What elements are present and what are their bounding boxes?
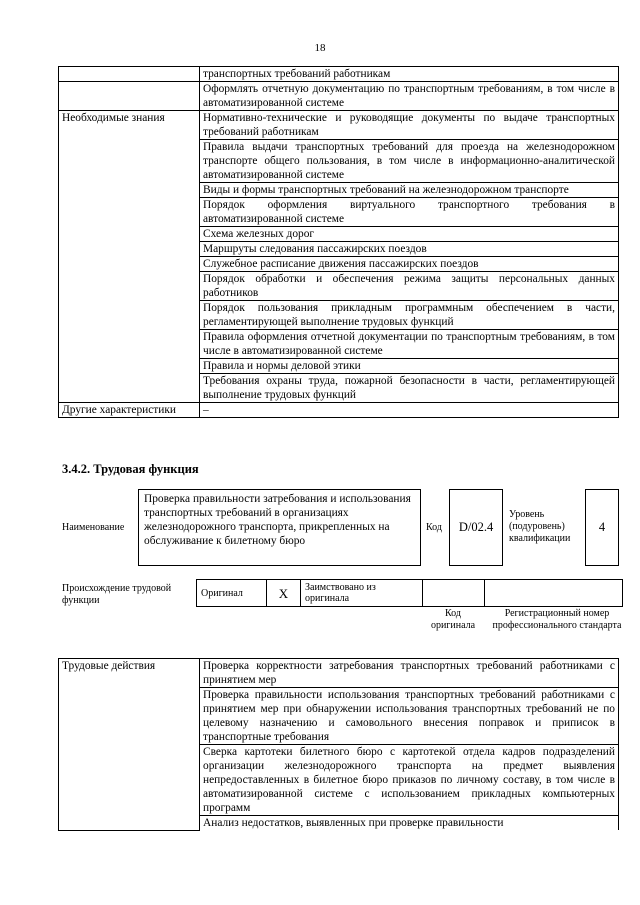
row-label: [59, 67, 200, 82]
actions-table: [58, 658, 619, 831]
table-cell: Порядок оформления виртуального транспортного требования в автоматизированной системе: [200, 198, 619, 227]
origin-code-cell: [423, 580, 485, 607]
table-cell: –: [200, 403, 619, 418]
level-value-box: 4: [585, 489, 619, 566]
table-cell: Виды и формы транспортных требований на железнодорожном транспорте: [200, 183, 619, 198]
code-label: Код: [426, 522, 442, 533]
function-name-box: Проверка правильности затребования и использования транспортных требований в организациях железнодорожного транспорта, прикрепленных на обслуживание к билетному бюро: [138, 489, 421, 566]
table-cell: Оформлять отчетную документацию по транспортным требованиям, в том числе в автоматизированной системе: [200, 82, 619, 111]
row-label-knowledge: Необходимые знания: [59, 111, 200, 403]
page-number: 18: [314, 42, 326, 54]
table-row: [59, 659, 619, 688]
table-row: [59, 403, 619, 418]
row-label-actions: Трудовые действия: [59, 659, 200, 831]
table-row: [59, 67, 619, 82]
level-label: Уровень (подуровень) квалификации: [509, 509, 571, 544]
table-cell: Порядок обработки и обеспечения режима защиты персональных данных работников: [200, 272, 619, 301]
table-cell: Проверка корректности затребования транспортных требований работниками с принятием мер: [200, 659, 619, 688]
table-cell: Маршруты следования пассажирских поездов: [200, 242, 619, 257]
table-cell: Анализ недостатков, выявленных при проверке правильности: [200, 816, 619, 831]
table-row: [59, 82, 619, 111]
table-cell: Сверка картотеки билетного бюро с картотекой отдела кадров подразделений организации железнодорожного транспорта на предмет выявления непредоставленных в билетное бюро приказов по личному составу, в том числе в автоматизированной системе с использованием прикладных компьютерных программ: [200, 745, 619, 816]
reg-number-caption: Регистрационный номер профессионального стандарта: [492, 608, 622, 631]
origin-mark-cell: X: [267, 580, 301, 607]
table-row: [197, 580, 623, 607]
table-cell: Нормативно-технические и руководящие документы по выдаче транспортных требований работникам: [200, 111, 619, 140]
row-label-other: Другие характеристики: [59, 403, 200, 418]
function-code-box: D/02.4: [449, 489, 503, 566]
table-row: [59, 111, 619, 140]
table-cell: Правила и нормы деловой этики: [200, 359, 619, 374]
origin-code-caption: Код оригинала: [430, 608, 476, 631]
name-label: Наименование: [62, 522, 125, 533]
origin-borrowed-cell: Заимствовано из оригинала: [301, 580, 423, 607]
origin-label: Происхождение трудовой функции: [62, 583, 172, 606]
origin-original-cell: Оригинал: [197, 580, 267, 607]
reg-number-cell: [485, 580, 623, 607]
origin-table: [196, 579, 623, 607]
table-cell: Требования охраны труда, пожарной безопасности в части, регламентирующей выполнение трудовых функций: [200, 374, 619, 403]
table-cell: Схема железных дорог: [200, 227, 619, 242]
table-cell: Правила оформления отчетной документации по транспортным требованиям, в том числе в автоматизированной системе: [200, 330, 619, 359]
table-cell: Порядок пользования прикладным программным обеспечением в части, регламентирующей выполнение трудовых функций: [200, 301, 619, 330]
table-cell: транспортных требований работникам: [200, 67, 619, 82]
table-cell: Правила выдачи транспортных требований для проезда на железнодорожном транспорте общего пользования, в том числе в информационно-аналитической автоматизированной системе: [200, 140, 619, 183]
knowledge-table: [58, 66, 619, 418]
table-cell: Служебное расписание движения пассажирских поездов: [200, 257, 619, 272]
section-heading: 3.4.2. Трудовая функция: [62, 462, 199, 476]
table-cell: Проверка правильности использования транспортных требований работниками с принятием мер при обнаружении использования транспортных требований не по целевому назначению и самовольного внесения поправок и приписок в транспортные требования: [200, 688, 619, 745]
